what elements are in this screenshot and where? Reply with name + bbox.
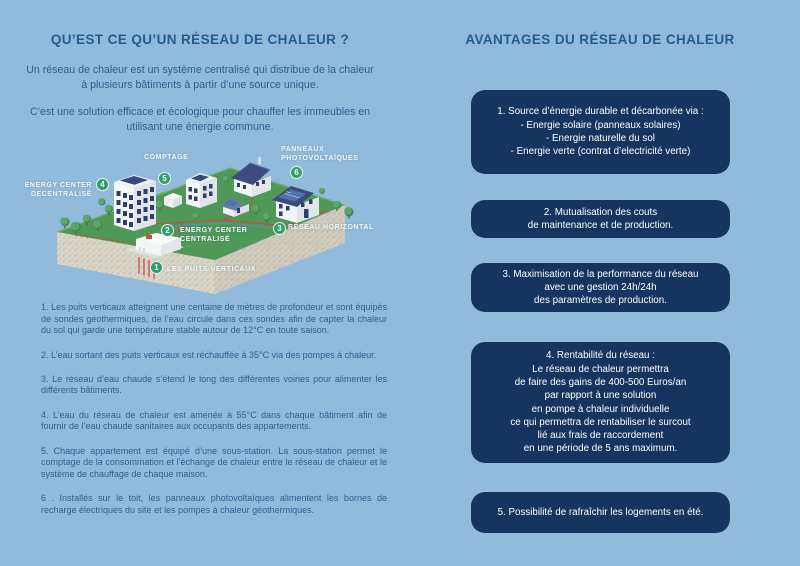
advantage-box-1-line: - Energie verte (contrat d’electricité verte) [510, 146, 691, 158]
numbered-explanations [41, 302, 387, 529]
diagram-label-reseau-horizontal: RÉSEAU HORIZONTAL [288, 224, 374, 231]
advantage-box-3 [471, 263, 730, 312]
diagram-badge-6: 6 [290, 166, 303, 179]
diagram-badge-4: 4 [96, 178, 109, 191]
advantage-box-4-line: lié aux frais de raccordement [537, 430, 664, 442]
explanation-item-3: 3. Le réseau d’eau chaude s’étend le long des différentes voiries pour alimenter les différents bâtiments. [41, 373, 387, 396]
diagram-badge-3: 3 [273, 222, 286, 235]
explanation-item-5: 5. Chaque appartement est équipé d’une sous-station. La sous-station permet le comptage de la consommation et l’échange de chaleur entre le réseau de chaleur et le système de chauffage de chaque maison. [41, 445, 387, 479]
heat-network-diagram [20, 146, 410, 296]
advantage-box-4-line: 4. Rentabilité du réseau : [546, 350, 655, 362]
explanation-item-6: 6 . Installés sur le toit, les panneaux photovoltaïques alimentent les bornes de recharge électriques du site et les pompes à chaleur géothermiques. [41, 493, 387, 515]
advantage-box-1-line: 1. Source d’énergie durable et décarbonée via : [497, 106, 704, 118]
advantage-box-2-line: 2. Mutualisation des couts [543, 206, 658, 218]
intro-paragraph-2: C’est une solution efficace et écologique pour chauffer les immeubles en utilisant une énergie commune. [30, 106, 370, 134]
diagram-label-energy-center-decentralise: ENERGY CENTER DECENTRALISÉ [24, 182, 92, 198]
advantage-box-2-line: de maintenance et de production. [527, 220, 674, 231]
advantage-box-5-line: 5. Possibilité de rafraîchir les logements en été. [497, 506, 704, 518]
diagram-badge-2: 2 [161, 224, 174, 237]
advantage-box-4-line: en pompe à chaleur individuelle [531, 403, 670, 415]
advantage-box-4-line: de faire des gains de 400-500 Euros/an [514, 376, 687, 388]
intro-paragraph-1: Un réseau de chaleur est un système centralisé qui distribue de la chaleur à plusieurs bâtiments à partir d’une source unique. [26, 64, 374, 92]
diagram-label-puits-verticaux: LES PUITS VERTICAUX [167, 266, 257, 273]
diagram-label-energy-center-centralise: ENERGY CENTER CENTRALISÉ [180, 227, 248, 243]
advantage-box-3-line: avec une gestion 24h/24h [544, 281, 657, 293]
explanation-item-2: 2. L’eau sortant des puits verticaux est réchauffée à 35°C via des pompes à chaleur. [41, 349, 377, 360]
advantage-box-2 [471, 200, 730, 238]
advantage-box-4-line: en une période de 5 ans maximum. [523, 443, 678, 455]
advantage-box-4-line: par rapport à une solution [544, 390, 657, 402]
diagram-label-panneaux-photovoltaiques: PANNEAUX PHOTOVOLTAÏQUES [281, 146, 359, 162]
building-tall [114, 175, 156, 231]
right-page-title: AVANTAGES DU RÉSEAU DE CHALEUR [465, 32, 735, 47]
diagram-badge-5: 5 [158, 172, 171, 185]
diagram-label-comptage: COMPTAGE [144, 154, 189, 161]
advantage-box-4-line: Le réseau de chaleur permettra [532, 363, 669, 375]
building-house [231, 157, 271, 197]
advantage-box-1-line: - Energie solaire (panneaux solaires) [520, 119, 681, 131]
advantage-box-4 [471, 342, 730, 463]
advantage-box-5 [471, 492, 730, 533]
advantage-box-3-line: 3. Maximisation de la performance du réseau [502, 268, 699, 280]
advantage-box-3-line: des paramètres de production. [534, 295, 667, 307]
advantage-box-4-line: ce qui permettra de rentabiliser le surcout [510, 416, 691, 428]
building-comptage [186, 173, 217, 208]
advantage-box-1-line: - Energie naturelle du sol [546, 133, 655, 144]
explanation-item-1: 1. Les puits verticaux atteignent une centaine de mètres de profondeur et sont équipés de sondes géothermiques, de l’eau circule dans ces sondes afin de capter la chaleur du sol qui garde une température stable autour de 12°C en toute saison. [41, 302, 387, 336]
explanation-item-4: 4. L’eau du réseau de chaleur est amenée à 55°C dans chaque bâtiment afin de fournir de l’eau chaude sanitaires aux occupants des appartements. [41, 409, 387, 432]
advantage-box-1 [471, 90, 730, 174]
left-page-title: QU’EST CE QU’UN RÉSEAU DE CHALEUR ? [50, 32, 350, 47]
diagram-badge-1: 1 [150, 261, 163, 274]
